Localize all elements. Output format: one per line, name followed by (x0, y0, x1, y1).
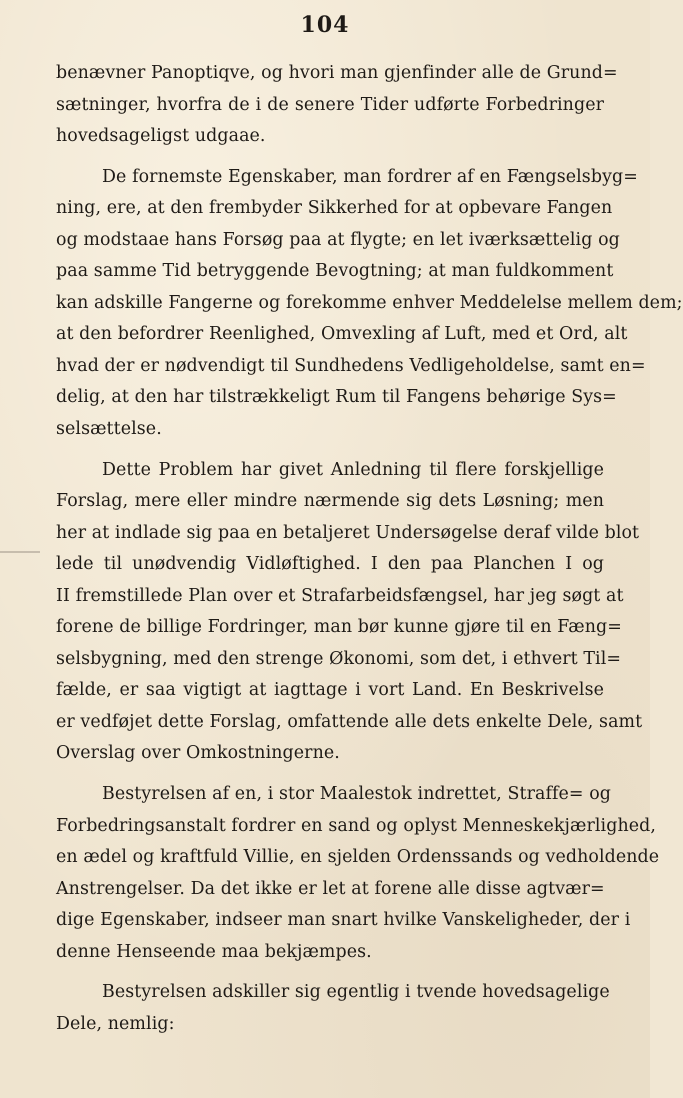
text-line: selsættelse. (56, 419, 162, 440)
text-line: Dele, nemlig: (56, 1013, 175, 1034)
text-line: Overslag over Omkostningerne. (56, 743, 340, 764)
text-line: Anstrengelser. Da det ikke er let at forene alle disse agtvær= (56, 878, 605, 899)
text-line: dige Egenskaber, indseer man snart hvilke Vanskeligheder, der i (56, 910, 631, 931)
page-number: 104 (300, 12, 350, 38)
text-line: Dette Problem har givet Anledning til flere forskjellige (102, 459, 604, 480)
text-line: hovedsageligst udgaae. (56, 126, 266, 147)
text-line: er vedføjet dette Forslag, omfattende alle dets enkelte Dele, samt (56, 711, 643, 732)
text-line: delig, at den har tilstrækkeligt Rum til Fangens behørige Sys= (56, 387, 617, 408)
text-line: Forbedringsanstalt fordrer en sand og oplyst Menneskekjærlighed, (56, 815, 656, 836)
text-line: lede til unødvendig Vidløftighed. I den paa Planchen I og (56, 554, 604, 575)
paragraph (56, 455, 643, 770)
text-line: en ædel og kraftfuld Villie, en sjelden Ordenssands og vedholdende (56, 847, 660, 868)
text-line: Bestyrelsen adskiller sig egentlig i tvende hovedsagelige (102, 982, 610, 1003)
text-line: II fremstillede Plan over et Strafarbeidsfængsel, har jeg søgt at (56, 585, 624, 606)
paper-mark (0, 551, 40, 553)
text-line: fælde, er saa vigtigt at iagttage i vort Land. En Beskrivelse (56, 680, 604, 701)
text-line: hvad der er nødvendigt til Sundhedens Vedligeholdelse, samt en= (56, 355, 646, 376)
text-line: Forslag, mere eller mindre nærmende sig dets Løsning; men (56, 491, 604, 512)
text-line: selsbygning, med den strenge Økonomi, som det, i ethvert Til= (56, 648, 622, 669)
text-line: her at indlade sig paa en betaljeret Undersøgelse deraf vilde blot (56, 522, 640, 543)
text-line: ning, ere, at den frembyder Sikkerhed for at opbevare Fangen (56, 198, 613, 219)
text-line: denne Henseende maa bekjæmpes. (56, 941, 372, 962)
text-line: Bestyrelsen af en, i stor Maalestok indrettet, Straffe= og (102, 784, 612, 805)
text-line: paa samme Tid betryggende Bevogtning; at man fuldkomment (56, 261, 614, 282)
text-line: sætninger, hvorfra de i de senere Tider udførte Forbedringer (56, 94, 604, 115)
text-line: forene de billige Fordringer, man bør kunne gjøre til en Fæng= (56, 617, 622, 638)
paragraph (56, 977, 610, 1040)
text-line: De fornemste Egenskaber, man fordrer af en Fængselsbyg= (102, 166, 638, 187)
body-text (56, 58, 683, 1040)
text-line: kan adskille Fangerne og forekomme enhver Meddelelse mellem dem; (56, 292, 683, 313)
paragraph (56, 162, 683, 446)
text-line: og modstaae hans Forsøg paa at flygte; en let iværksættelig og (56, 229, 620, 250)
text-line: at den befordrer Reenlighed, Omvexling af Luft, med et Ord, alt (56, 324, 628, 345)
paragraph (56, 58, 618, 153)
paragraph (56, 779, 660, 968)
text-line: benævner Panoptiqve, og hvori man gjenfinder alle de Grund= (56, 63, 618, 83)
